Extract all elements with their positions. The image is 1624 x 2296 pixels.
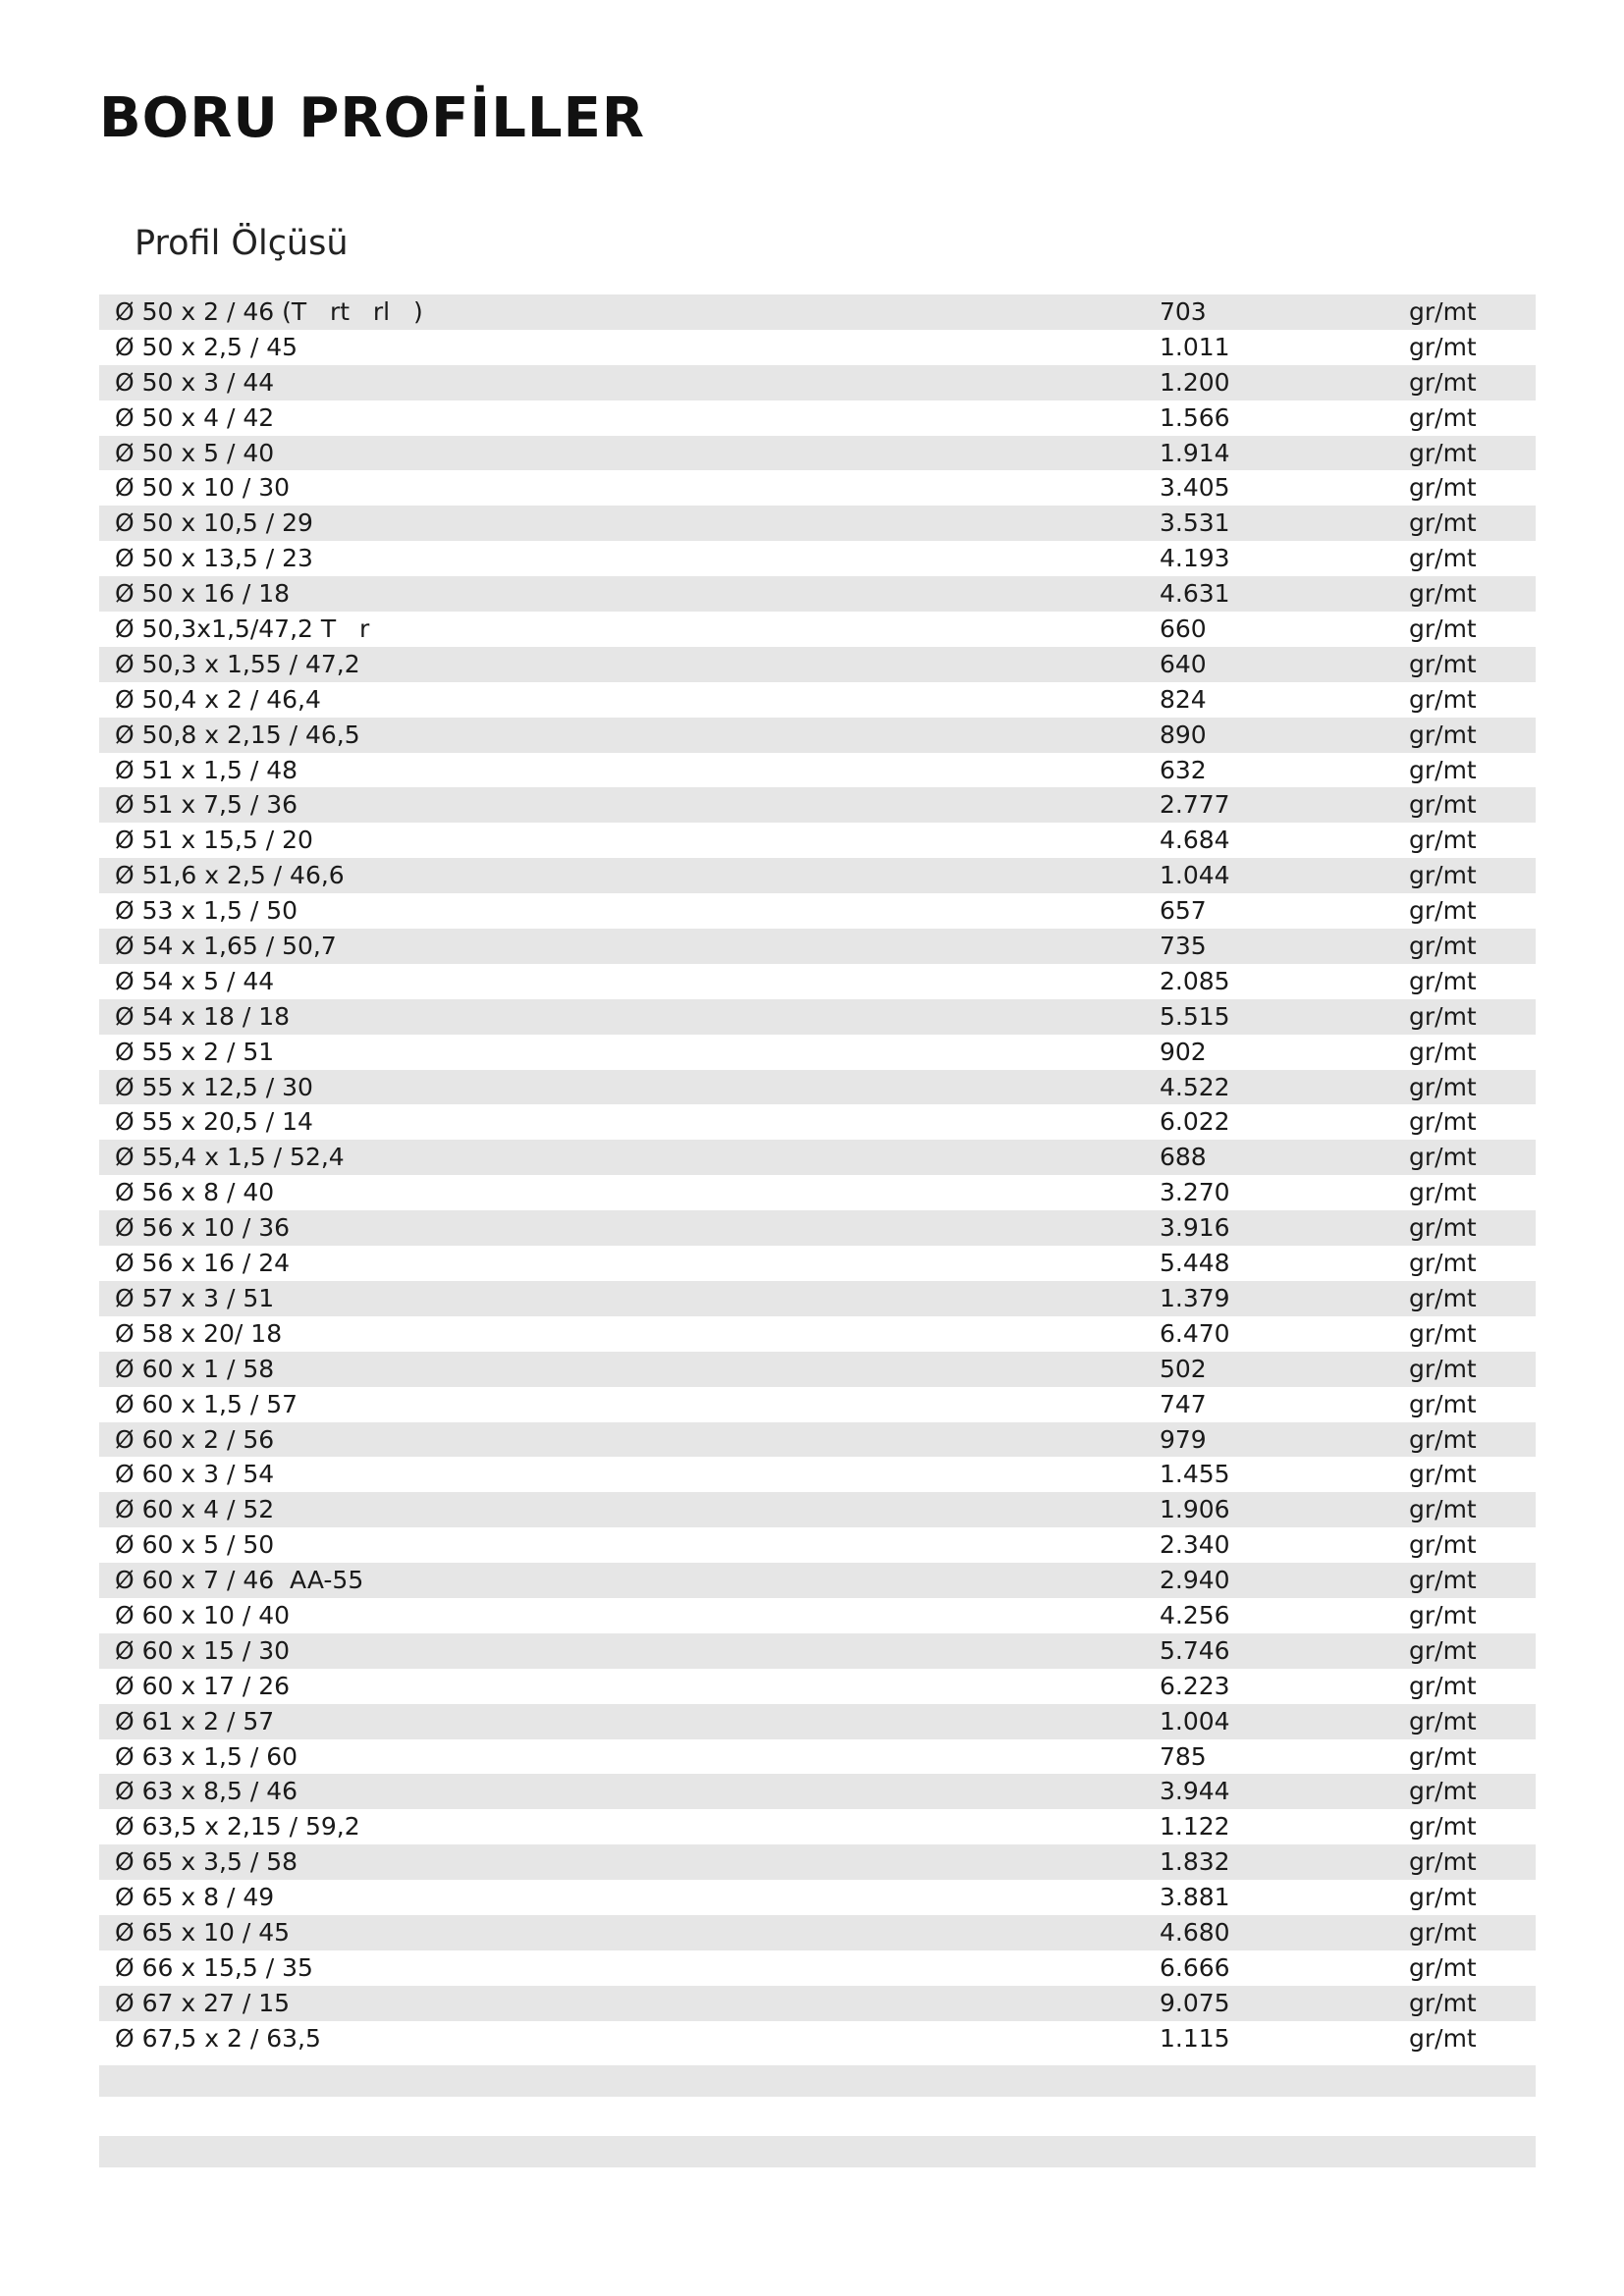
table-row bbox=[99, 1492, 1536, 1527]
unit-cell: gr/mt bbox=[1409, 1249, 1477, 1278]
weight-value-cell: 5.515 bbox=[1160, 1001, 1230, 1031]
table-row bbox=[99, 1527, 1536, 1563]
profile-size-cell: Ø 54 x 5 / 44 bbox=[115, 966, 275, 995]
table-row bbox=[99, 1774, 1536, 1809]
table-row bbox=[99, 718, 1536, 753]
unit-cell: gr/mt bbox=[1409, 1847, 1477, 1877]
profile-size-cell: Ø 60 x 5 / 50 bbox=[115, 1530, 275, 1560]
profile-size-cell: Ø 50,4 x 2 / 46,4 bbox=[115, 684, 321, 714]
weight-value-cell: 640 bbox=[1160, 649, 1207, 678]
weight-value-cell: 2.085 bbox=[1160, 966, 1230, 995]
table-row bbox=[99, 1598, 1536, 1633]
weight-value-cell: 747 bbox=[1160, 1389, 1207, 1418]
table-row bbox=[99, 1210, 1536, 1246]
profile-size-cell: Ø 63,5 x 2,15 / 59,2 bbox=[115, 1812, 360, 1842]
unit-cell: gr/mt bbox=[1409, 1001, 1477, 1031]
unit-cell: gr/mt bbox=[1409, 508, 1477, 538]
unit-cell: gr/mt bbox=[1409, 1318, 1477, 1348]
weight-value-cell: 4.522 bbox=[1160, 1072, 1230, 1101]
weight-value-cell: 2.340 bbox=[1160, 1530, 1230, 1560]
profile-size-cell: Ø 60 x 10 / 40 bbox=[115, 1600, 291, 1629]
weight-value-cell: 1.379 bbox=[1160, 1283, 1230, 1312]
profile-size-cell: Ø 63 x 8,5 / 46 bbox=[115, 1777, 298, 1806]
table-row bbox=[99, 1457, 1536, 1492]
table-row bbox=[99, 647, 1536, 682]
weight-value-cell: 3.881 bbox=[1160, 1883, 1230, 1912]
unit-cell: gr/mt bbox=[1409, 297, 1477, 326]
profile-size-cell: Ø 60 x 15 / 30 bbox=[115, 1635, 291, 1665]
table-row bbox=[99, 1316, 1536, 1352]
profile-size-cell: Ø 60 x 3 / 54 bbox=[115, 1460, 275, 1489]
unit-cell: gr/mt bbox=[1409, 720, 1477, 749]
table-row bbox=[99, 1104, 1536, 1140]
table-row bbox=[99, 400, 1536, 436]
weight-value-cell: 502 bbox=[1160, 1354, 1207, 1383]
weight-value-cell: 1.566 bbox=[1160, 402, 1230, 432]
unit-cell: gr/mt bbox=[1409, 1495, 1477, 1524]
weight-value-cell: 3.531 bbox=[1160, 508, 1230, 538]
unit-cell: gr/mt bbox=[1409, 1952, 1477, 1982]
unit-cell: gr/mt bbox=[1409, 402, 1477, 432]
weight-value-cell: 4.684 bbox=[1160, 826, 1230, 855]
profile-table bbox=[99, 294, 1536, 2056]
table-row bbox=[99, 365, 1536, 400]
profile-size-cell: Ø 50 x 2,5 / 45 bbox=[115, 332, 298, 361]
weight-value-cell: 6.666 bbox=[1160, 1952, 1230, 1982]
weight-value-cell: 632 bbox=[1160, 755, 1207, 784]
unit-cell: gr/mt bbox=[1409, 1354, 1477, 1383]
profile-size-cell: Ø 67 x 27 / 15 bbox=[115, 1988, 291, 2017]
profile-size-cell: Ø 51 x 15,5 / 20 bbox=[115, 826, 313, 855]
unit-cell: gr/mt bbox=[1409, 1213, 1477, 1243]
table-row bbox=[99, 1422, 1536, 1458]
profile-size-cell: Ø 51 x 7,5 / 36 bbox=[115, 790, 298, 820]
profile-size-cell: Ø 50 x 10 / 30 bbox=[115, 473, 291, 503]
unit-cell: gr/mt bbox=[1409, 1424, 1477, 1454]
unit-cell: gr/mt bbox=[1409, 684, 1477, 714]
unit-cell: gr/mt bbox=[1409, 790, 1477, 820]
table-row bbox=[99, 2021, 1536, 2056]
profile-size-cell: Ø 55 x 20,5 / 14 bbox=[115, 1107, 313, 1137]
weight-value-cell: 785 bbox=[1160, 1741, 1207, 1771]
unit-cell: gr/mt bbox=[1409, 1635, 1477, 1665]
unit-cell: gr/mt bbox=[1409, 1530, 1477, 1560]
unit-cell: gr/mt bbox=[1409, 1178, 1477, 1207]
table-row bbox=[99, 1070, 1536, 1105]
profile-size-cell: Ø 51,6 x 2,5 / 46,6 bbox=[115, 861, 345, 890]
profile-size-cell: Ø 55 x 12,5 / 30 bbox=[115, 1072, 313, 1101]
weight-value-cell: 1.906 bbox=[1160, 1495, 1230, 1524]
unit-cell: gr/mt bbox=[1409, 1389, 1477, 1418]
table-row bbox=[99, 612, 1536, 647]
profile-size-cell: Ø 65 x 10 / 45 bbox=[115, 1917, 291, 1947]
table-row bbox=[99, 1669, 1536, 1704]
weight-value-cell: 1.004 bbox=[1160, 1706, 1230, 1735]
unit-cell: gr/mt bbox=[1409, 932, 1477, 961]
unit-cell: gr/mt bbox=[1409, 332, 1477, 361]
profile-size-cell: Ø 50 x 10,5 / 29 bbox=[115, 508, 313, 538]
table-row bbox=[99, 506, 1536, 541]
table-row bbox=[99, 1950, 1536, 1986]
table-row bbox=[99, 999, 1536, 1035]
unit-cell: gr/mt bbox=[1409, 1706, 1477, 1735]
empty-row-band bbox=[99, 2065, 1536, 2097]
weight-value-cell: 6.223 bbox=[1160, 1671, 1230, 1700]
unit-cell: gr/mt bbox=[1409, 1107, 1477, 1137]
unit-cell: gr/mt bbox=[1409, 1812, 1477, 1842]
weight-value-cell: 2.940 bbox=[1160, 1566, 1230, 1595]
weight-value-cell: 3.405 bbox=[1160, 473, 1230, 503]
profile-size-cell: Ø 50 x 13,5 / 23 bbox=[115, 544, 313, 573]
weight-value-cell: 1.011 bbox=[1160, 332, 1230, 361]
weight-value-cell: 735 bbox=[1160, 932, 1207, 961]
profile-size-cell: Ø 53 x 1,5 / 50 bbox=[115, 896, 298, 926]
unit-cell: gr/mt bbox=[1409, 1988, 1477, 2017]
profile-size-cell: Ø 50 x 4 / 42 bbox=[115, 402, 275, 432]
table-row bbox=[99, 1739, 1536, 1775]
unit-cell: gr/mt bbox=[1409, 438, 1477, 467]
weight-value-cell: 4.256 bbox=[1160, 1600, 1230, 1629]
table-row bbox=[99, 576, 1536, 612]
profile-size-cell: Ø 60 x 4 / 52 bbox=[115, 1495, 275, 1524]
weight-value-cell: 3.270 bbox=[1160, 1178, 1230, 1207]
unit-cell: gr/mt bbox=[1409, 966, 1477, 995]
profile-size-cell: Ø 50 x 5 / 40 bbox=[115, 438, 275, 467]
profile-size-cell: Ø 57 x 3 / 51 bbox=[115, 1283, 275, 1312]
table-row bbox=[99, 753, 1536, 788]
unit-cell: gr/mt bbox=[1409, 896, 1477, 926]
table-row bbox=[99, 1175, 1536, 1210]
profile-size-cell: Ø 56 x 8 / 40 bbox=[115, 1178, 275, 1207]
unit-cell: gr/mt bbox=[1409, 1566, 1477, 1595]
unit-cell: gr/mt bbox=[1409, 1460, 1477, 1489]
unit-cell: gr/mt bbox=[1409, 1037, 1477, 1066]
weight-value-cell: 1.044 bbox=[1160, 861, 1230, 890]
unit-cell: gr/mt bbox=[1409, 579, 1477, 609]
weight-value-cell: 890 bbox=[1160, 720, 1207, 749]
weight-value-cell: 5.746 bbox=[1160, 1635, 1230, 1665]
table-row bbox=[99, 787, 1536, 823]
unit-cell: gr/mt bbox=[1409, 826, 1477, 855]
empty-row-band bbox=[99, 2136, 1536, 2167]
unit-cell: gr/mt bbox=[1409, 1917, 1477, 1947]
table-row bbox=[99, 823, 1536, 858]
unit-cell: gr/mt bbox=[1409, 1283, 1477, 1312]
weight-value-cell: 657 bbox=[1160, 896, 1207, 926]
profile-size-cell: Ø 54 x 1,65 / 50,7 bbox=[115, 932, 337, 961]
table-row bbox=[99, 1880, 1536, 1915]
weight-value-cell: 1.200 bbox=[1160, 367, 1230, 397]
table-row bbox=[99, 682, 1536, 718]
unit-cell: gr/mt bbox=[1409, 2023, 1477, 2053]
weight-value-cell: 6.470 bbox=[1160, 1318, 1230, 1348]
table-row bbox=[99, 436, 1536, 471]
profile-size-cell: Ø 60 x 1 / 58 bbox=[115, 1354, 275, 1383]
weight-value-cell: 2.777 bbox=[1160, 790, 1230, 820]
table-row bbox=[99, 1704, 1536, 1739]
table-row bbox=[99, 470, 1536, 506]
unit-cell: gr/mt bbox=[1409, 473, 1477, 503]
profile-size-cell: Ø 60 x 2 / 56 bbox=[115, 1424, 275, 1454]
page-title: BORU PROFİLLER bbox=[99, 86, 645, 150]
profile-size-cell: Ø 56 x 10 / 36 bbox=[115, 1213, 291, 1243]
weight-value-cell: 4.680 bbox=[1160, 1917, 1230, 1947]
weight-value-cell: 1.455 bbox=[1160, 1460, 1230, 1489]
profile-size-cell: Ø 56 x 16 / 24 bbox=[115, 1249, 291, 1278]
unit-cell: gr/mt bbox=[1409, 1072, 1477, 1101]
weight-value-cell: 1.914 bbox=[1160, 438, 1230, 467]
unit-cell: gr/mt bbox=[1409, 755, 1477, 784]
unit-cell: gr/mt bbox=[1409, 544, 1477, 573]
profile-size-cell: Ø 50 x 16 / 18 bbox=[115, 579, 291, 609]
table-row bbox=[99, 1246, 1536, 1281]
unit-cell: gr/mt bbox=[1409, 861, 1477, 890]
weight-value-cell: 6.022 bbox=[1160, 1107, 1230, 1137]
unit-cell: gr/mt bbox=[1409, 1883, 1477, 1912]
table-row bbox=[99, 929, 1536, 964]
weight-value-cell: 660 bbox=[1160, 614, 1207, 644]
unit-cell: gr/mt bbox=[1409, 1600, 1477, 1629]
weight-value-cell: 1.115 bbox=[1160, 2023, 1230, 2053]
profile-size-cell: Ø 51 x 1,5 / 48 bbox=[115, 755, 298, 784]
table-row bbox=[99, 1387, 1536, 1422]
table-row bbox=[99, 964, 1536, 999]
table-row bbox=[99, 1633, 1536, 1669]
table-row bbox=[99, 1140, 1536, 1175]
profile-size-cell: Ø 65 x 3,5 / 58 bbox=[115, 1847, 298, 1877]
profile-size-cell: Ø 50 x 3 / 44 bbox=[115, 367, 275, 397]
profile-size-cell: Ø 60 x 7 / 46 AA-55 bbox=[115, 1566, 364, 1595]
profile-size-cell: Ø 60 x 1,5 / 57 bbox=[115, 1389, 298, 1418]
table-row bbox=[99, 1809, 1536, 1844]
table-row bbox=[99, 1986, 1536, 2021]
unit-cell: gr/mt bbox=[1409, 1777, 1477, 1806]
table-row bbox=[99, 1563, 1536, 1598]
profile-size-cell: Ø 50 x 2 / 46 (T rt rl ) bbox=[115, 297, 423, 326]
table-row bbox=[99, 893, 1536, 929]
table-row bbox=[99, 330, 1536, 365]
table-row bbox=[99, 1844, 1536, 1880]
weight-value-cell: 9.075 bbox=[1160, 1988, 1230, 2017]
table-row bbox=[99, 294, 1536, 330]
table-row bbox=[99, 1035, 1536, 1070]
profile-size-cell: Ø 66 x 15,5 / 35 bbox=[115, 1952, 313, 1982]
weight-value-cell: 979 bbox=[1160, 1424, 1207, 1454]
unit-cell: gr/mt bbox=[1409, 614, 1477, 644]
weight-value-cell: 4.631 bbox=[1160, 579, 1230, 609]
weight-value-cell: 824 bbox=[1160, 684, 1207, 714]
table-row bbox=[99, 1915, 1536, 1950]
weight-value-cell: 4.193 bbox=[1160, 544, 1230, 573]
weight-value-cell: 3.916 bbox=[1160, 1213, 1230, 1243]
weight-value-cell: 5.448 bbox=[1160, 1249, 1230, 1278]
profile-size-cell: Ø 55,4 x 1,5 / 52,4 bbox=[115, 1143, 345, 1172]
weight-value-cell: 902 bbox=[1160, 1037, 1207, 1066]
unit-cell: gr/mt bbox=[1409, 1671, 1477, 1700]
table-row bbox=[99, 858, 1536, 893]
profile-size-cell: Ø 58 x 20/ 18 bbox=[115, 1318, 283, 1348]
profile-size-cell: Ø 63 x 1,5 / 60 bbox=[115, 1741, 298, 1771]
unit-cell: gr/mt bbox=[1409, 1741, 1477, 1771]
profile-size-cell: Ø 55 x 2 / 51 bbox=[115, 1037, 275, 1066]
profile-size-cell: Ø 61 x 2 / 57 bbox=[115, 1706, 275, 1735]
unit-cell: gr/mt bbox=[1409, 1143, 1477, 1172]
weight-value-cell: 703 bbox=[1160, 297, 1207, 326]
column-header-profile-size: Profil Ölçüsü bbox=[135, 224, 349, 263]
profile-size-cell: Ø 54 x 18 / 18 bbox=[115, 1001, 291, 1031]
profile-size-cell: Ø 67,5 x 2 / 63,5 bbox=[115, 2023, 321, 2053]
profile-size-cell: Ø 50,8 x 2,15 / 46,5 bbox=[115, 720, 360, 749]
table-row bbox=[99, 541, 1536, 576]
profile-size-cell: Ø 65 x 8 / 49 bbox=[115, 1883, 275, 1912]
unit-cell: gr/mt bbox=[1409, 367, 1477, 397]
weight-value-cell: 1.832 bbox=[1160, 1847, 1230, 1877]
unit-cell: gr/mt bbox=[1409, 649, 1477, 678]
weight-value-cell: 688 bbox=[1160, 1143, 1207, 1172]
weight-value-cell: 1.122 bbox=[1160, 1812, 1230, 1842]
table-row bbox=[99, 1352, 1536, 1387]
weight-value-cell: 3.944 bbox=[1160, 1777, 1230, 1806]
profile-size-cell: Ø 60 x 17 / 26 bbox=[115, 1671, 291, 1700]
profile-size-cell: Ø 50,3x1,5/47,2 T r bbox=[115, 614, 370, 644]
table-row bbox=[99, 1281, 1536, 1316]
profile-size-cell: Ø 50,3 x 1,55 / 47,2 bbox=[115, 649, 360, 678]
